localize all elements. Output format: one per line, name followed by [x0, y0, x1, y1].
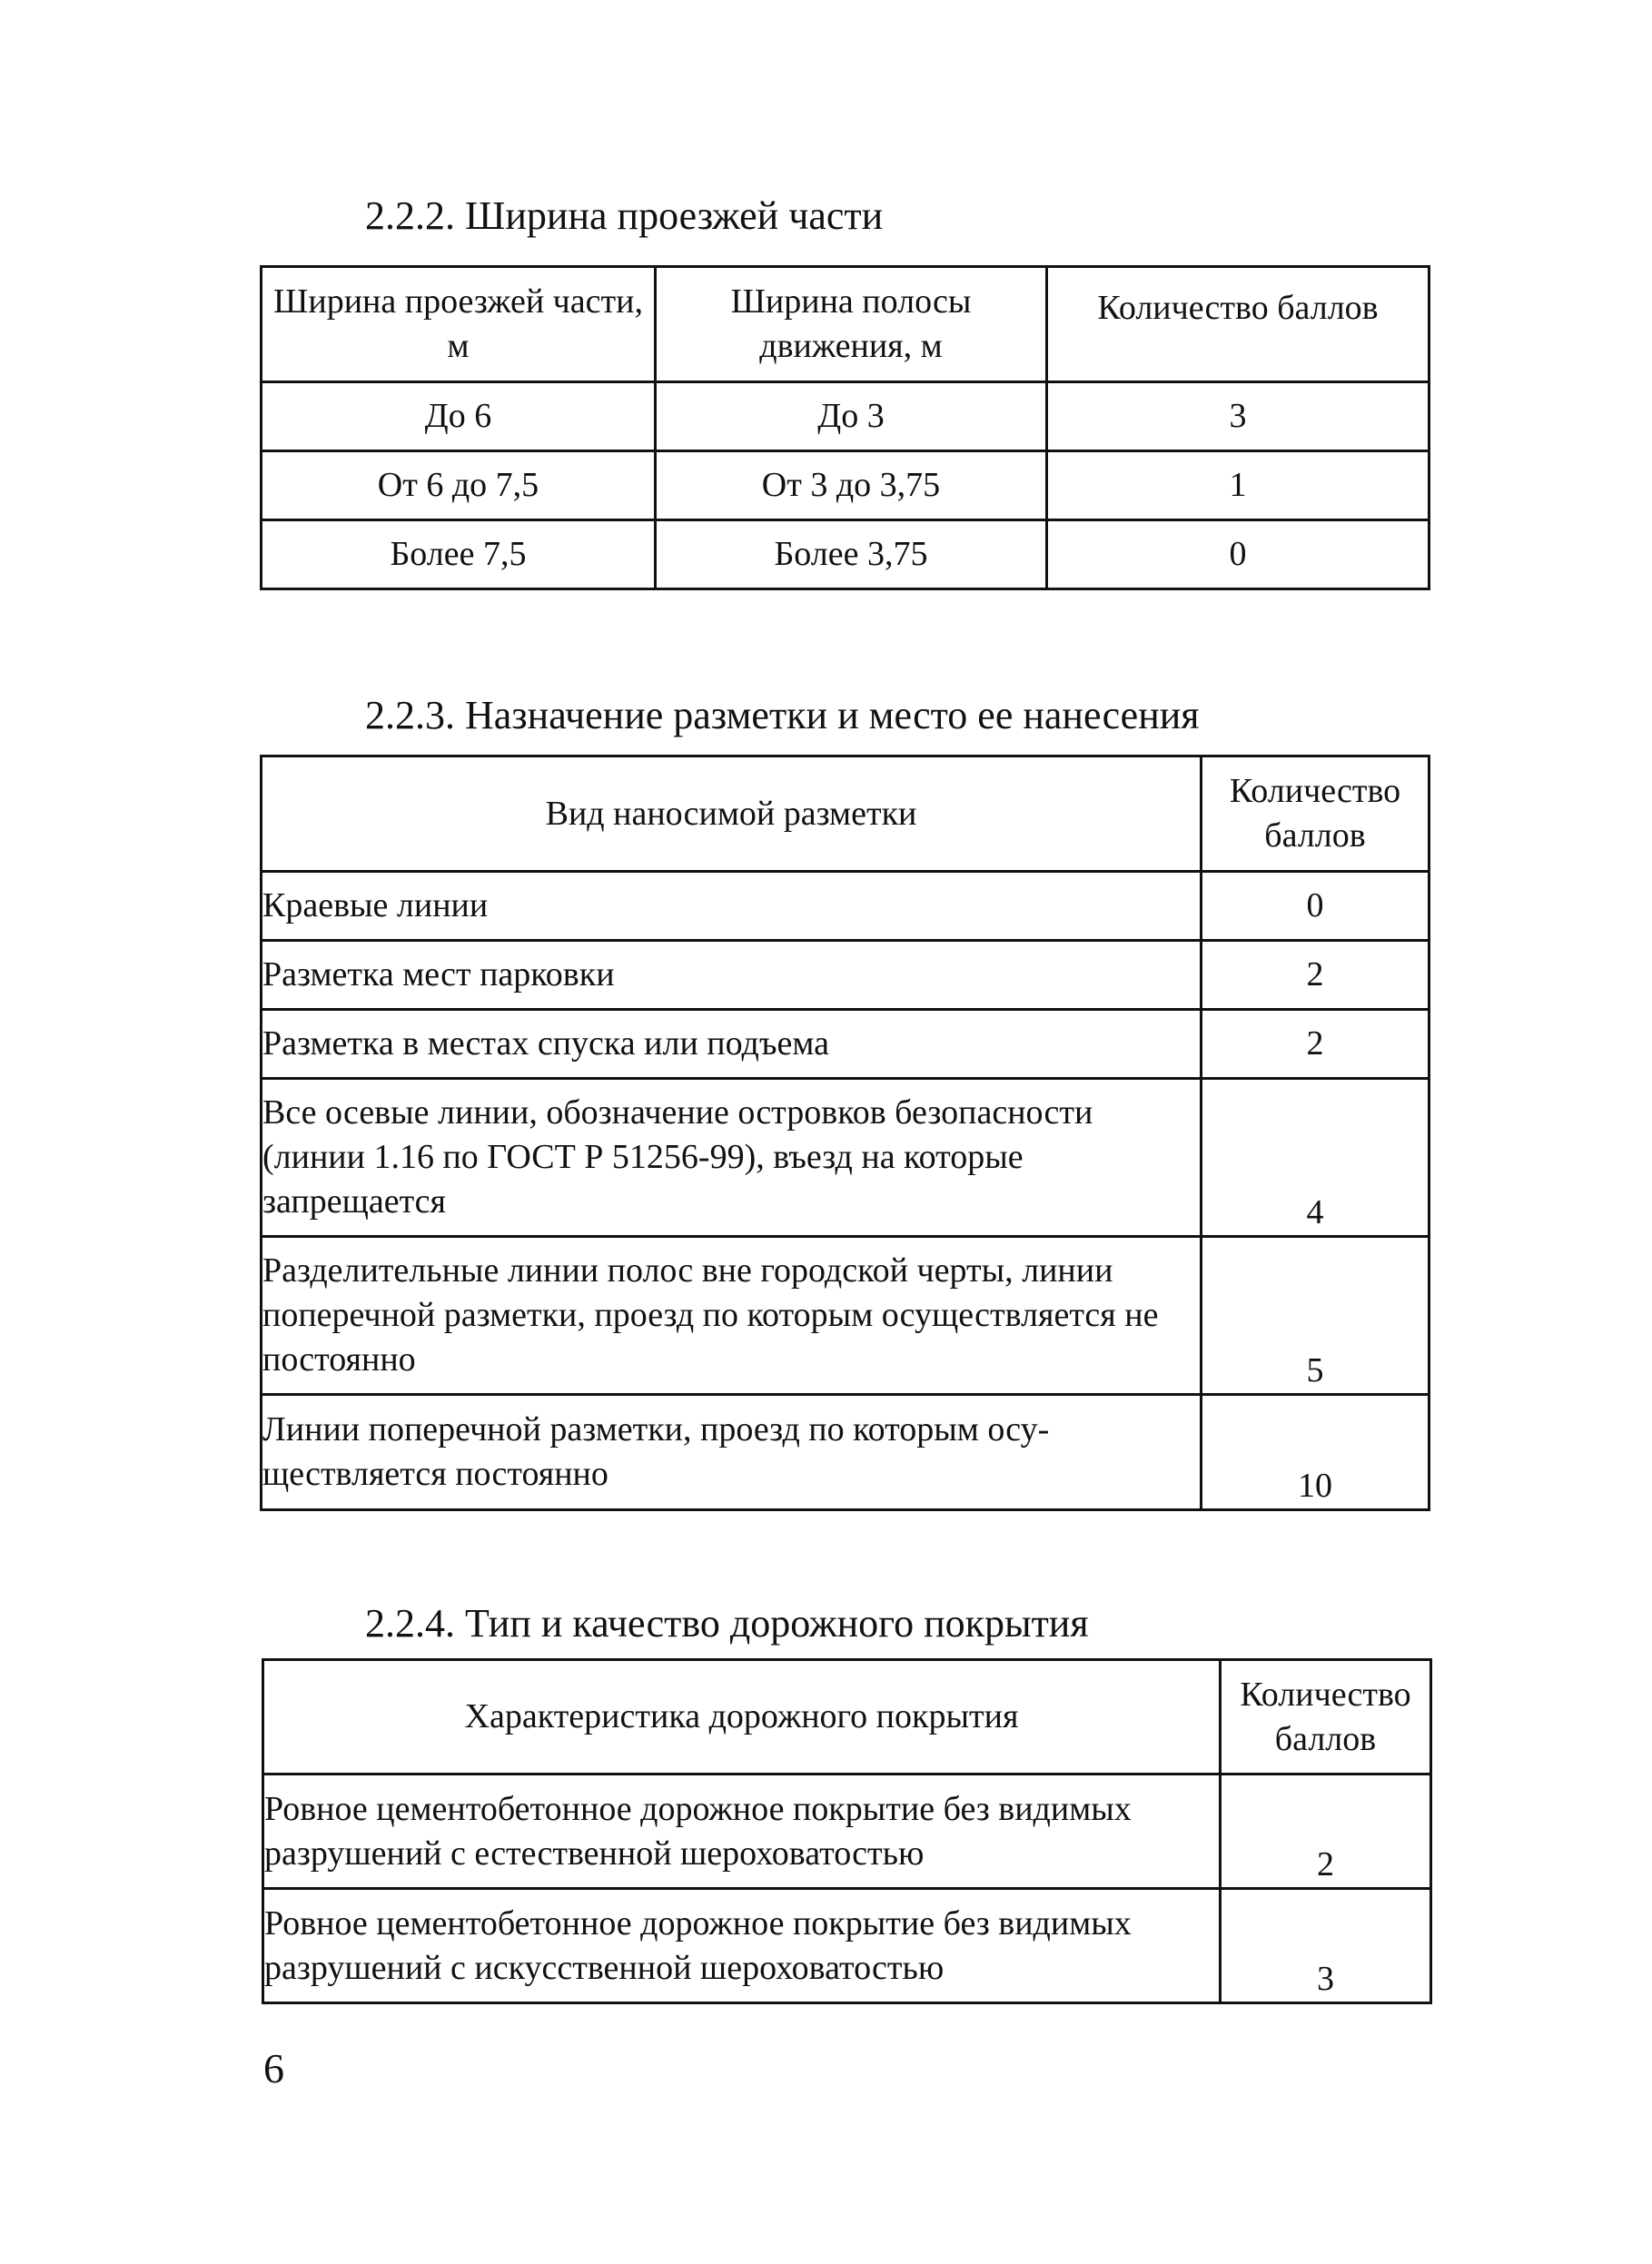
header-score: Количество баллов	[1221, 1660, 1431, 1775]
table-row	[262, 1237, 1429, 1395]
table-header-row	[262, 756, 1429, 872]
road-width-table	[260, 265, 1430, 590]
cell-score: 3	[1221, 1889, 1431, 2003]
table-row	[262, 941, 1429, 1010]
cell-marking-type: Краевые линии	[262, 872, 1202, 941]
table-row	[262, 872, 1429, 941]
cell-roadway-width: Более 7,5	[262, 520, 656, 589]
cell-marking-type: Разметка мест парковки	[262, 941, 1202, 1010]
cell-surface-characteristic: Ровное цементобетонное дорожное покрытие без видимых разрушений с естественной шероховатостью	[263, 1775, 1221, 1889]
cell-score: 2	[1221, 1775, 1431, 1889]
header-score: Количество баллов	[1047, 267, 1429, 382]
cell-surface-characteristic: Ровное цементобетонное дорожное покрытие без видимых разрушений с искусственной шероховатостью	[263, 1889, 1221, 2003]
table-row	[263, 1775, 1431, 1889]
table-row	[262, 520, 1429, 589]
table-row	[262, 451, 1429, 520]
page-number: 6	[263, 2045, 284, 2091]
cell-marking-type: Разделительные линии полос вне городской черты, линии поперечной разметки, проезд по которым осуществляется не постоянно	[262, 1237, 1202, 1395]
cell-score: 10	[1202, 1395, 1429, 1510]
cell-roadway-width: До 6	[262, 382, 656, 451]
section-2-2-2-title: 2.2.2. Ширина проезжей части	[365, 193, 884, 238]
header-surface-characteristic: Характеристика дорожного покрытия	[263, 1660, 1221, 1775]
section-2-2-4-title: 2.2.4. Тип и качество дорожного покрытия	[365, 1601, 1089, 1646]
cell-lane-width: От 3 до 3,75	[656, 451, 1047, 520]
cell-score: 0	[1202, 872, 1429, 941]
cell-lane-width: До 3	[656, 382, 1047, 451]
cell-score: 1	[1047, 451, 1429, 520]
cell-marking-type: Все осевые линии, обозначение островков безопасности (линии 1.16 по ГОСТ Р 51256-99), въезд на которые запрещается	[262, 1079, 1202, 1237]
table-row	[262, 1395, 1429, 1510]
header-lane-width: Ширина полосы движения, м	[656, 267, 1047, 382]
table-row	[262, 1079, 1429, 1237]
table-header-row	[262, 267, 1429, 382]
cell-roadway-width: От 6 до 7,5	[262, 451, 656, 520]
table-header-row	[263, 1660, 1431, 1775]
table-row	[263, 1889, 1431, 2003]
header-marking-type: Вид наносимой разметки	[262, 756, 1202, 872]
marking-table	[260, 755, 1430, 1511]
cell-marking-type: Разметка в местах спуска или подъема	[262, 1010, 1202, 1079]
road-surface-table	[262, 1658, 1432, 2004]
cell-score: 4	[1202, 1079, 1429, 1237]
cell-marking-type: Линии поперечной разметки, проезд по которым осу-ществляется постоянно	[262, 1395, 1202, 1510]
table-row	[262, 382, 1429, 451]
cell-score: 5	[1202, 1237, 1429, 1395]
header-roadway-width: Ширина проезжей части, м	[262, 267, 656, 382]
section-2-2-3-title: 2.2.3. Назначение разметки и место ее нанесения	[365, 693, 1200, 737]
cell-lane-width: Более 3,75	[656, 520, 1047, 589]
cell-score: 0	[1047, 520, 1429, 589]
table-row	[262, 1010, 1429, 1079]
cell-score: 2	[1202, 941, 1429, 1010]
header-score: Количество баллов	[1202, 756, 1429, 872]
cell-score: 3	[1047, 382, 1429, 451]
cell-score: 2	[1202, 1010, 1429, 1079]
